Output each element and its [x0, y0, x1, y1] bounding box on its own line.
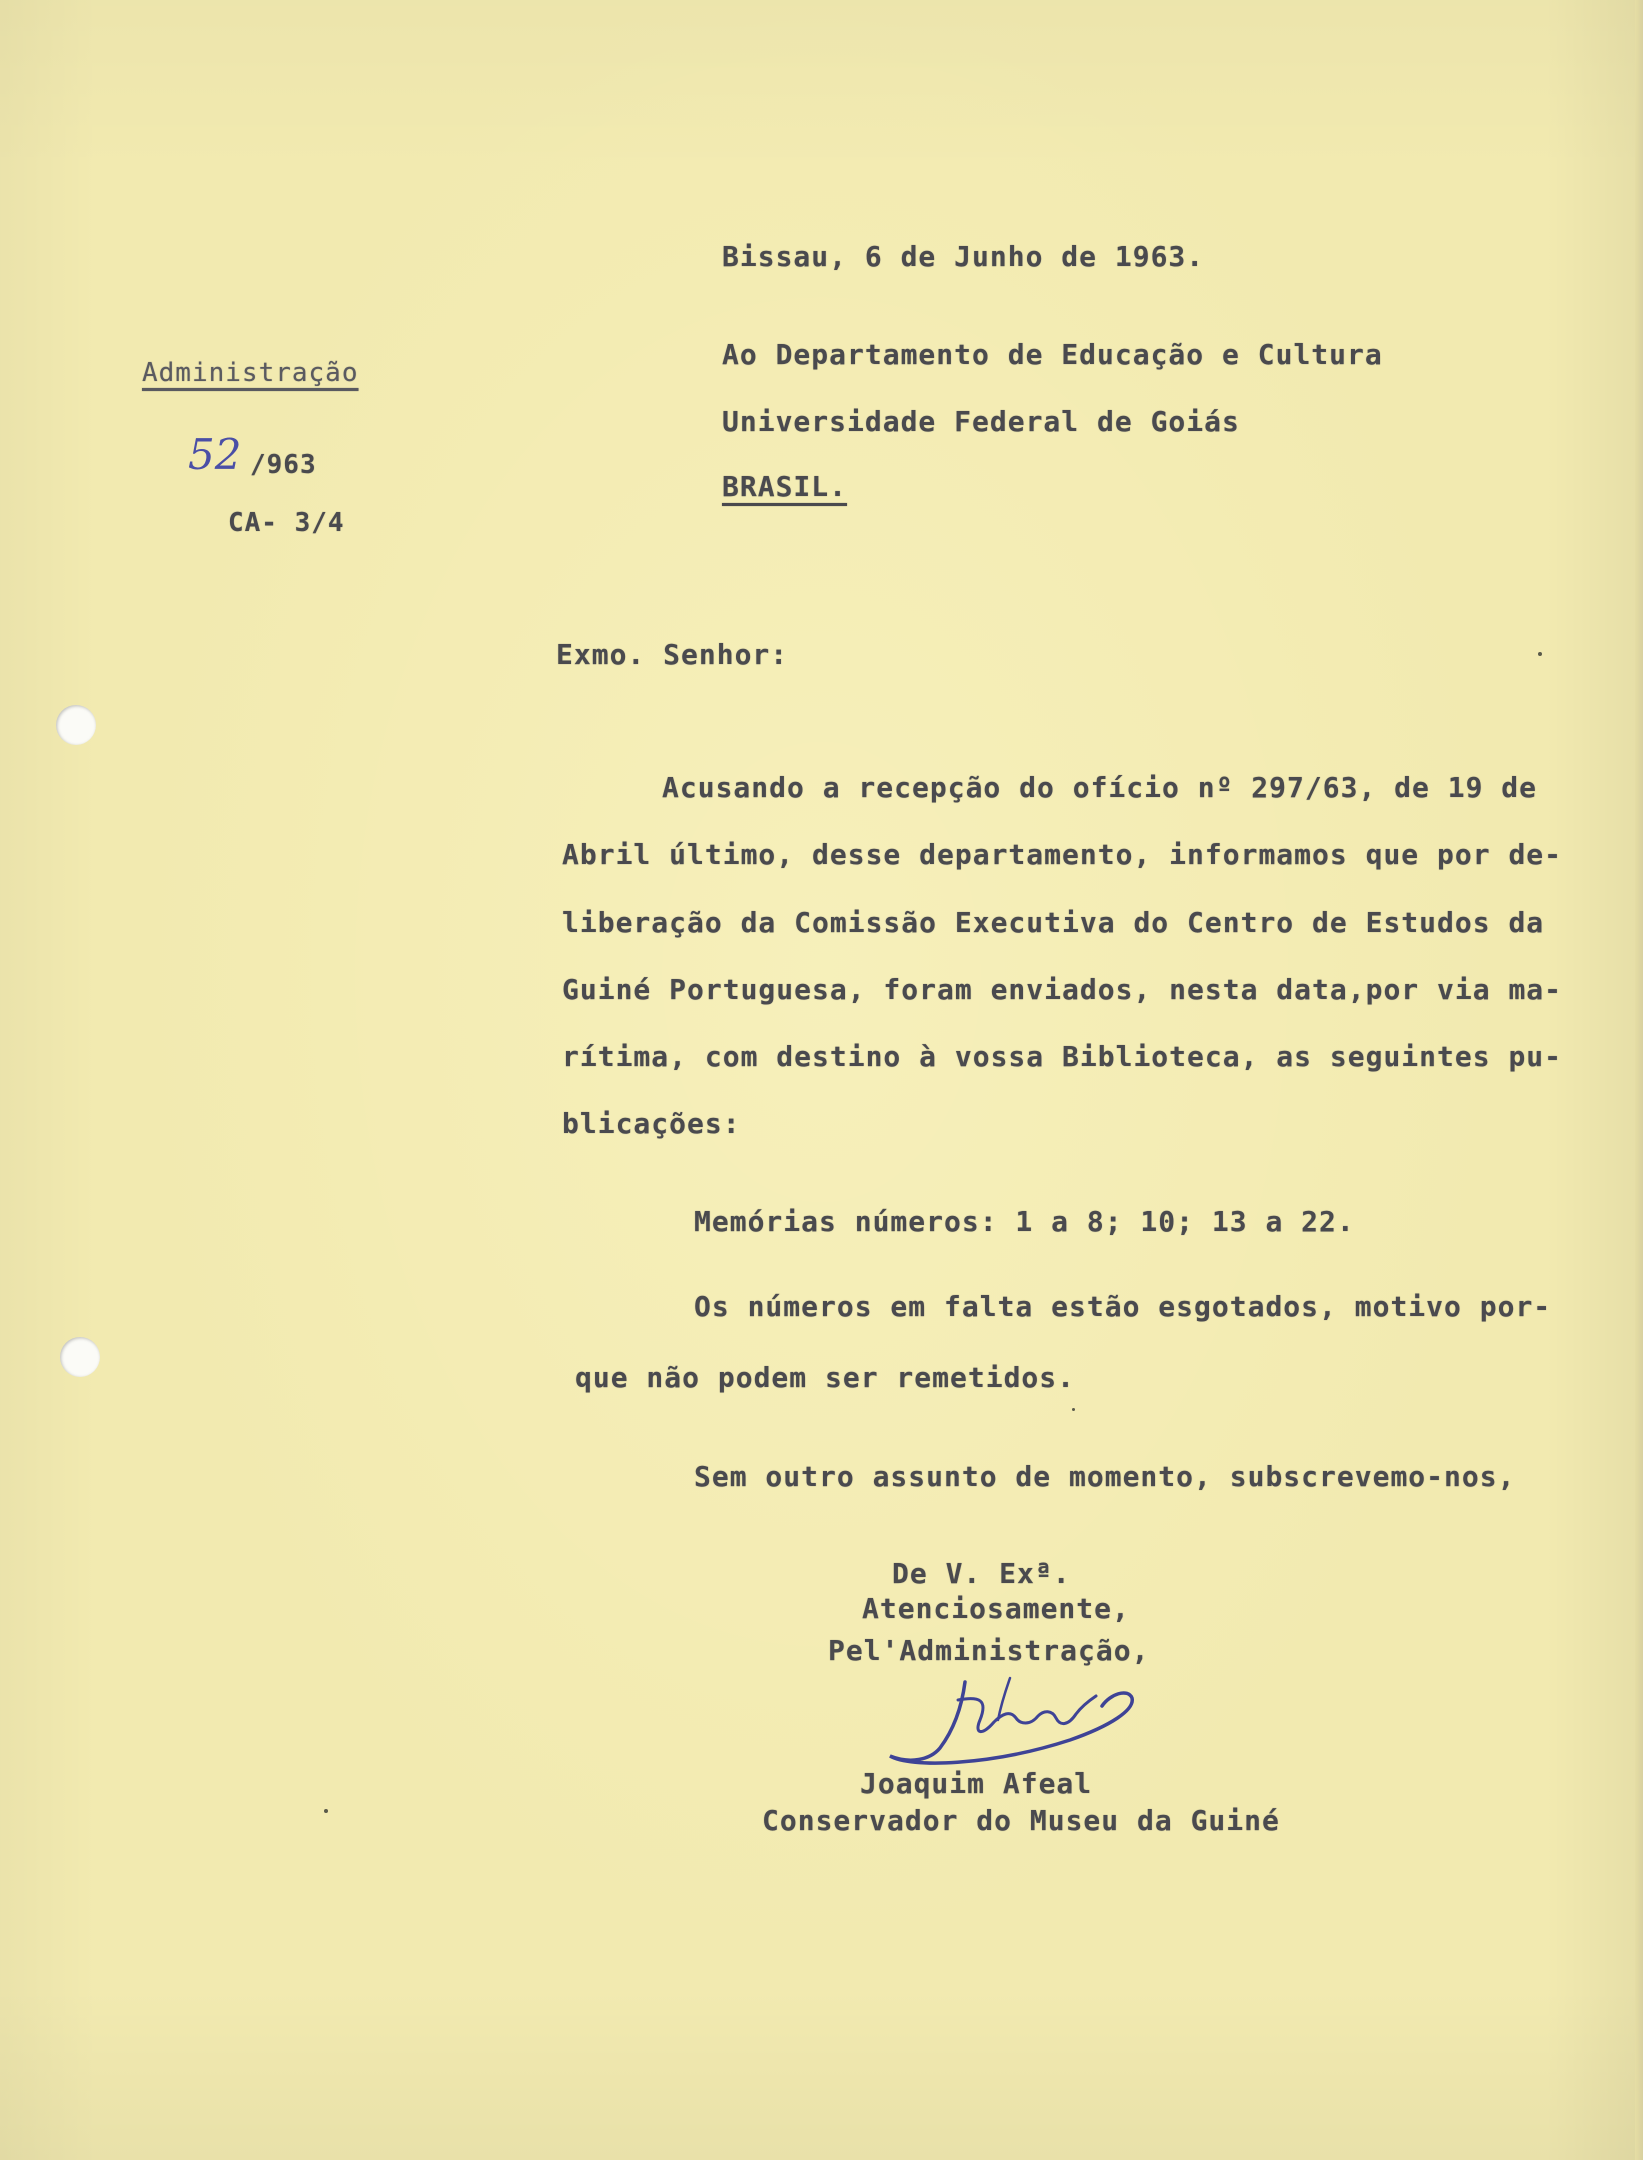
handwritten-signature	[870, 1660, 1150, 1780]
scan-edge	[1635, 0, 1643, 2160]
paper-speck	[1538, 652, 1542, 656]
recipient-line-1: Ao Departamento de Educação e Cultura	[722, 338, 1383, 371]
margin-year: /963	[250, 450, 317, 480]
body-line: que não podem ser remetidos.	[575, 1361, 1076, 1394]
margin-number-handwritten: 52	[188, 430, 242, 479]
body-line: blicações:	[562, 1107, 741, 1140]
recipient-country: BRASIL.	[722, 470, 848, 503]
paper-speck	[324, 1809, 328, 1813]
memorias-list: Memórias números: 1 a 8; 10; 13 a 22.	[694, 1205, 1355, 1238]
body-line: Acusando a recepção do ofício nº 297/63, de 19 de	[662, 771, 1538, 804]
body-line: liberação da Comissão Executiva do Centro de Estudos da	[562, 906, 1545, 939]
margin-department: Administração	[142, 358, 359, 388]
place-date: Bissau, 6 de Junho de 1963.	[722, 240, 1205, 273]
signoff-line-3: Pel'Administração,	[828, 1634, 1150, 1667]
signatory-title: Conservador do Museu da Guiné	[762, 1804, 1280, 1837]
recipient-line-2: Universidade Federal de Goiás	[722, 405, 1240, 438]
body-line: Abril último, desse departamento, informamos que por de-	[562, 838, 1563, 871]
punch-hole-lower	[60, 1337, 100, 1377]
body-line: Os números em falta estão esgotados, motivo por-	[694, 1290, 1552, 1323]
closing-line: Sem outro assunto de momento, subscrevemo-nos,	[694, 1460, 1516, 1493]
body-line: Guiné Portuguesa, foram enviados, nesta data,por via ma-	[562, 973, 1563, 1006]
signatory-name: Joaquim Afeal	[860, 1767, 1093, 1800]
paper-speck	[1072, 1408, 1075, 1411]
signoff-line-2: Atenciosamente,	[862, 1592, 1130, 1625]
body-line: rítima, com destino à vossa Biblioteca, as seguintes pu-	[562, 1040, 1563, 1073]
margin-ref: CA- 3/4	[228, 508, 345, 538]
signoff-line-1: De V. Exª.	[892, 1557, 1071, 1590]
punch-hole-upper	[56, 705, 96, 745]
salutation: Exmo. Senhor:	[556, 638, 789, 671]
